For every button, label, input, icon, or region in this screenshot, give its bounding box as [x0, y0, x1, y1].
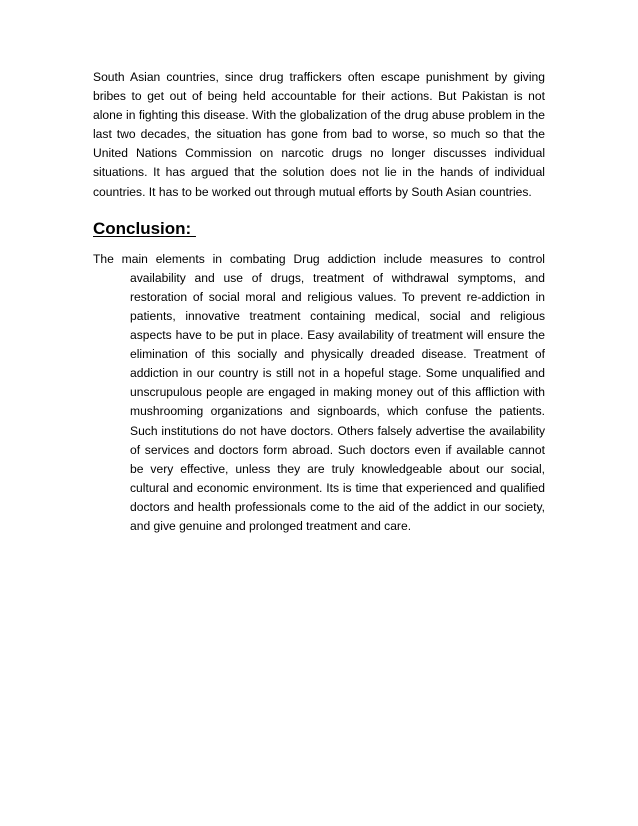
conclusion-heading: Conclusion: — [93, 218, 196, 238]
intro-paragraph: South Asian countries, since drug traffickers often escape punishment by giving bribes to get out of being held accountable for their actions. But Pakistan is not alone in fighting this disease. With the globalization of the drug abuse problem in the last two decades, the situation has gone from bad to worse, so much so that the United Nations Commission on narcotic drugs no longer discusses individual situations. It has argued that the solution does not lie in the hands of individual countries. It has to be worked out through mutual efforts by South Asian countries. — [93, 70, 545, 199]
document-body — [93, 68, 545, 536]
conclusion-paragraph: The main elements in combating Drug addiction include measures to control availability and use of drugs, treatment of withdrawal symptoms, and restoration of social moral and religious values. To prevent re-addiction in patients, innovative treatment containing medical, social and religious aspects have to be put in place. Easy availability of treatment will ensure the elimination of this socially and physically dreaded disease. Treatment of addiction in our country is still not in a hopeful stage. Some unqualified and unscrupulous people are engaged in making money out of this affliction with mushrooming organizations and signboards, which confuse the patients. Such institutions do not have doctors. Others falsely advertise the availability of services and doctors form abroad. Such doctors even if available cannot be very effective, unless they are truly knowledgeable about our social, cultural and economic environment. Its is time that experienced and qualified doctors and health professionals come to the aid of the addict in our society, and give genuine and prolonged treatment and care. — [93, 251, 545, 533]
